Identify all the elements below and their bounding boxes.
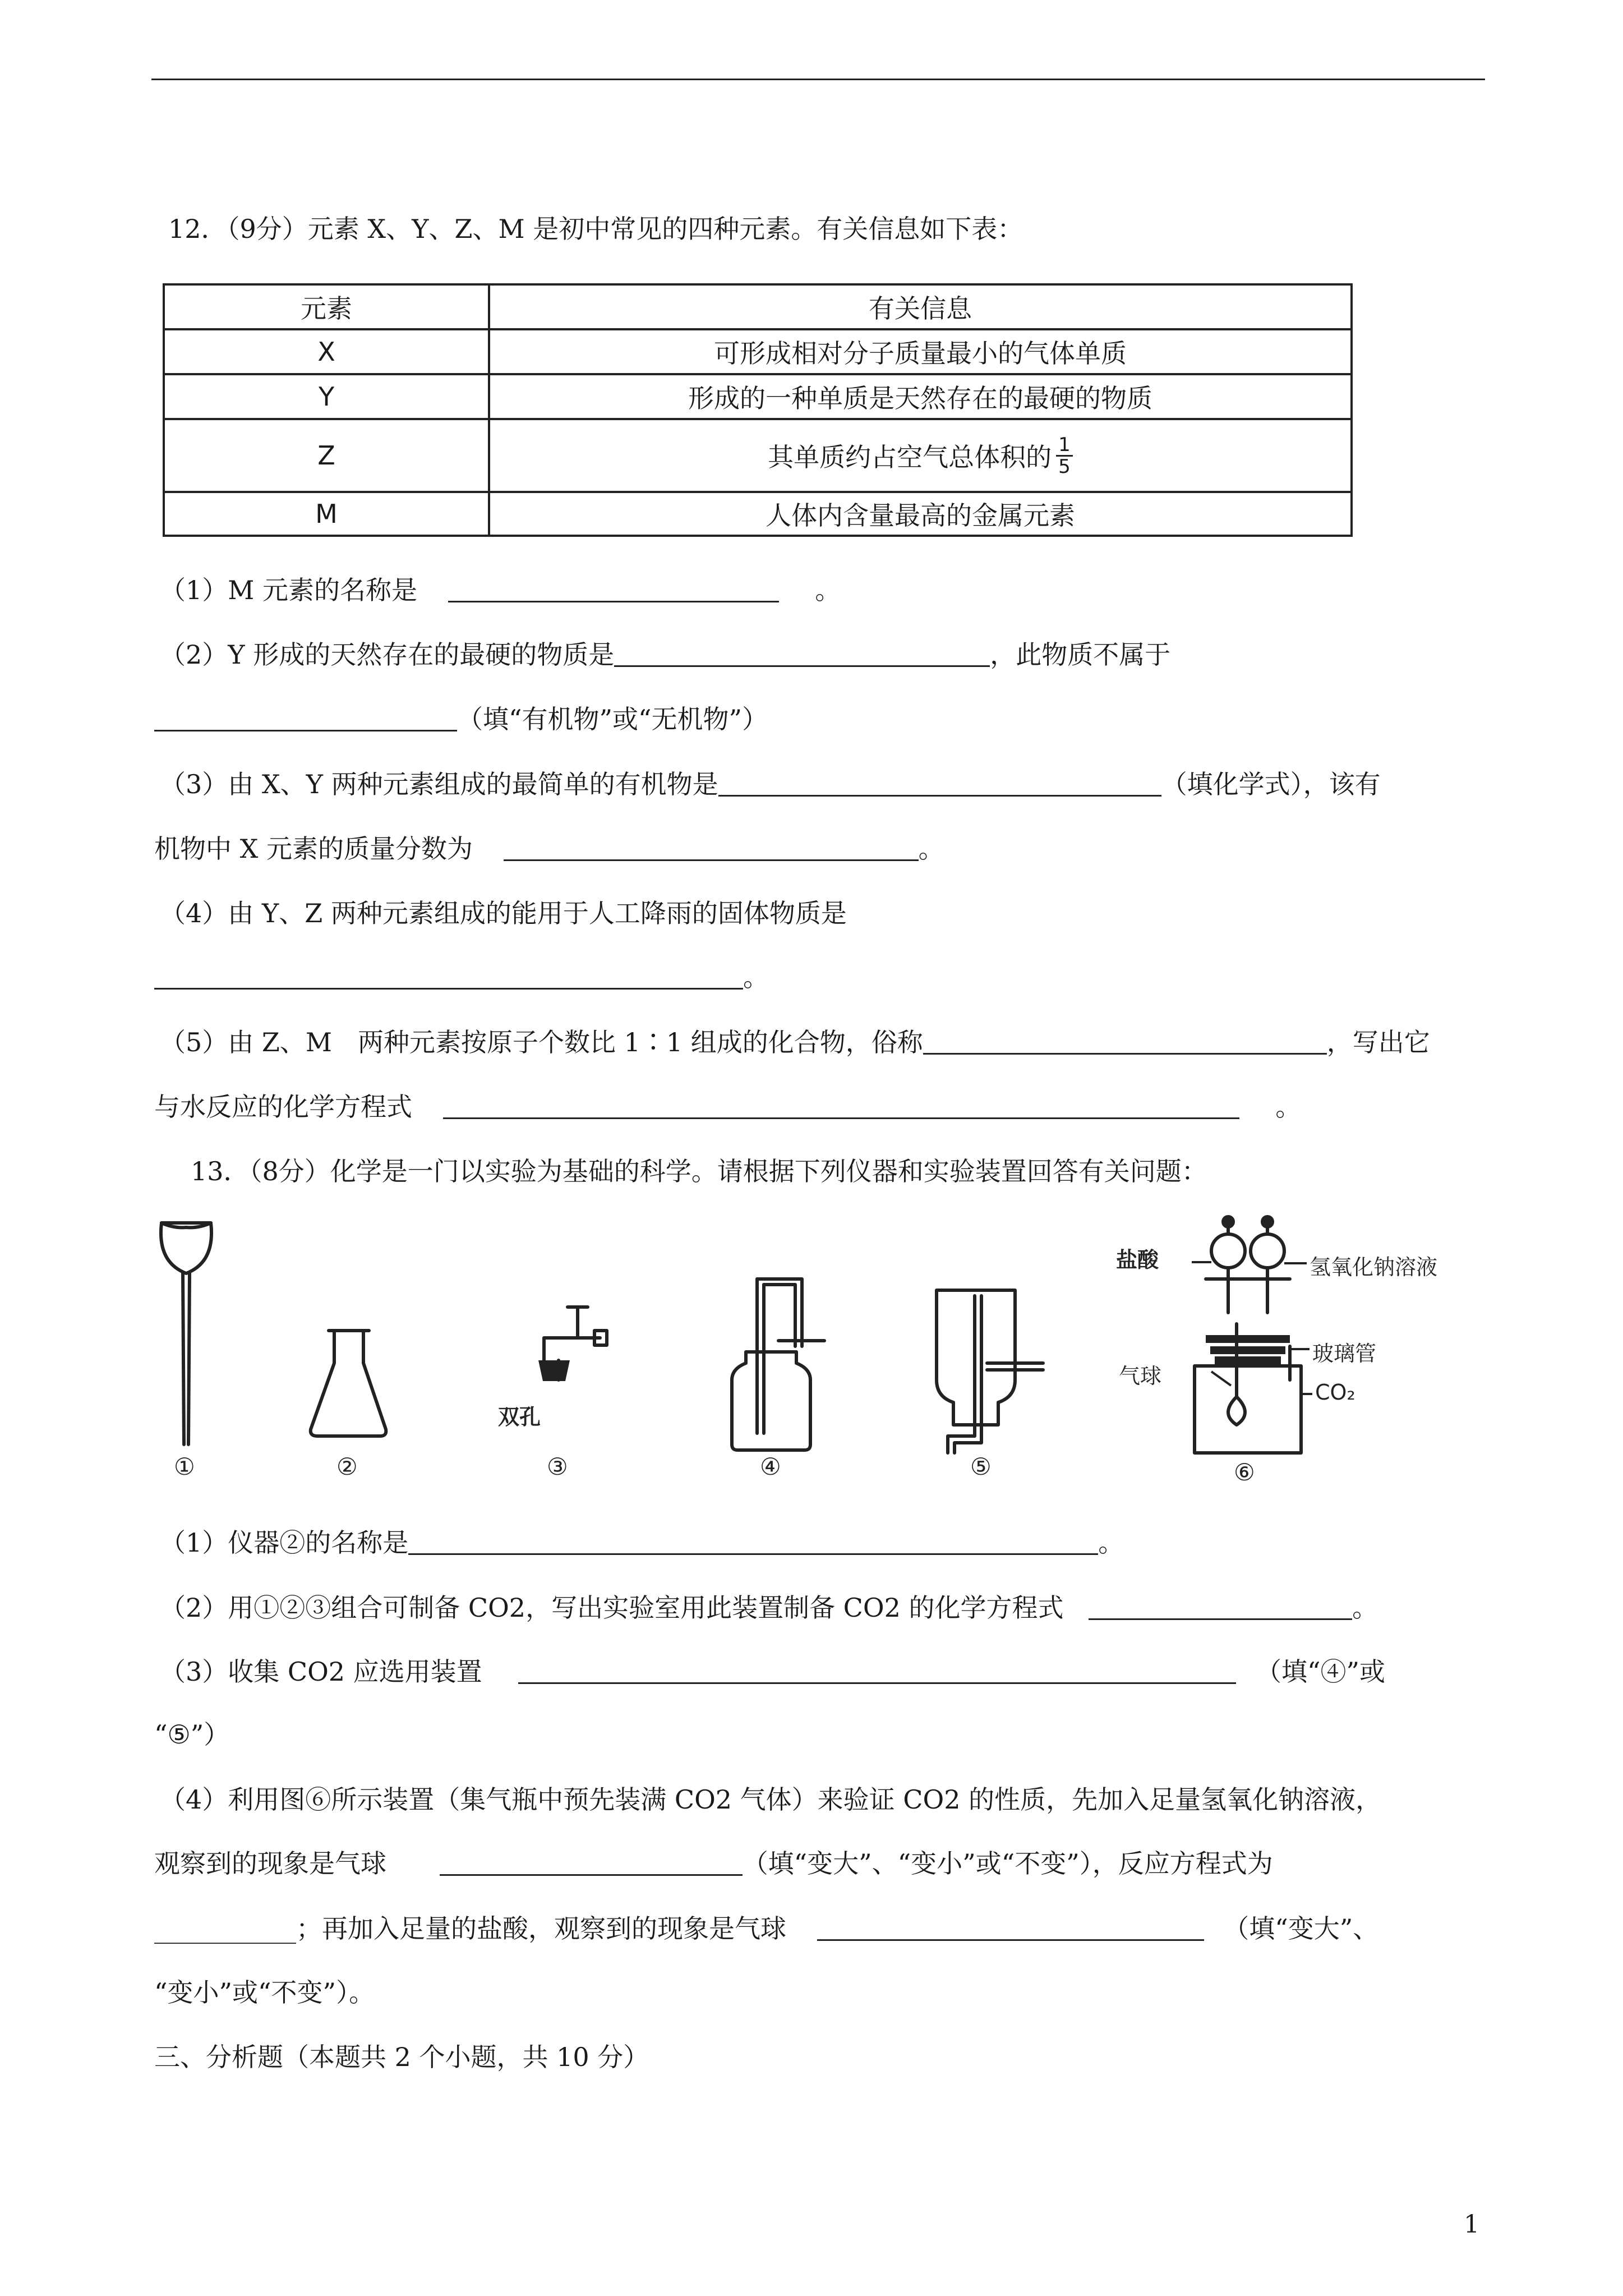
q13-p1-blank[interactable]	[408, 1527, 1098, 1555]
q13-p4-blank1[interactable]	[440, 1848, 743, 1876]
q12-part3	[160, 767, 1381, 801]
q13-p2-text: （2）用①②③组合可制备 CO2，写出实验室用此装置制备 CO2 的化学方程式	[160, 1593, 1064, 1623]
gas-bottle-5-icon	[937, 1290, 1043, 1453]
label-two-hole: 双孔	[498, 1405, 541, 1429]
q13-p1-text: （1）仪器②的名称是	[160, 1527, 409, 1558]
header-element: 元素	[301, 293, 352, 324]
q12-p5-end: 。	[1275, 1092, 1302, 1122]
stopper-band-2-icon	[1210, 1346, 1285, 1354]
table-row	[165, 418, 1350, 491]
q12-p5-text2: ，写出它	[1326, 1027, 1430, 1057]
q12-p3-end: 。	[918, 834, 944, 864]
q12-p1-text: （1）M 元素的名称是	[160, 575, 417, 605]
rubber-stopper-icon	[538, 1360, 570, 1381]
header-rule	[151, 79, 1485, 80]
q12-p2-text2: ，此物质不属于	[990, 639, 1171, 670]
conical-flask-icon	[311, 1331, 386, 1436]
label-naoh-solution: 氢氧化钠溶液	[1310, 1255, 1438, 1280]
q12-p3-text3: 机物中 X 元素的质量分数为	[154, 834, 473, 864]
element-info-table	[163, 283, 1353, 537]
figure-number-1: ①	[174, 1453, 195, 1480]
stopper-band-1-icon	[1206, 1335, 1290, 1343]
q12-p3-blank2[interactable]	[504, 834, 919, 861]
q12-part5	[160, 1025, 1430, 1059]
funnel-knob-left-icon	[1221, 1215, 1235, 1228]
pointer-balloon	[1211, 1372, 1231, 1386]
gas-bottle-4-icon	[732, 1279, 824, 1450]
table-row	[165, 373, 1350, 418]
label-co2: CO₂	[1315, 1380, 1355, 1405]
funnel-knob-right-icon	[1261, 1215, 1274, 1228]
q13-p4-text3: （填“变大”、“变小”或“不变”），反应方程式为	[742, 1848, 1273, 1879]
q13-p3-text: （3）收集 CO2 应选用装置	[160, 1657, 482, 1687]
long-neck-funnel-icon	[161, 1223, 211, 1444]
q12-p2-text3: （填“有机物”或“无机物”）	[457, 704, 768, 734]
cell-element: Z	[317, 440, 335, 471]
q12-p2-blank1[interactable]	[614, 639, 990, 667]
table-row	[165, 328, 1350, 373]
cell-info-text: 其单质约占空气总体积的	[768, 442, 1052, 472]
q13-part1	[160, 1526, 1124, 1559]
cell-element: Y	[318, 381, 335, 412]
cell-info: 可形成相对分子质量最小的气体单质	[714, 338, 1127, 369]
header-info: 有关信息	[869, 293, 972, 324]
table-row	[165, 491, 1350, 535]
figure-number-3: ③	[547, 1453, 568, 1480]
q12-part1	[160, 573, 841, 607]
q12-p5-text3: 与水反应的化学方程式	[154, 1092, 412, 1122]
q13-p2-end: 。	[1352, 1593, 1378, 1623]
section-3-heading: 三、分析题（本题共 2 个小题，共 10 分）	[154, 2042, 649, 2072]
q12-p1-end: 。	[815, 575, 841, 605]
q12-p3-blank1[interactable]	[718, 769, 1161, 797]
figure-number-4: ④	[760, 1453, 781, 1480]
q13-p3-blank[interactable]	[518, 1657, 1236, 1684]
figure-number-5: ⑤	[970, 1453, 992, 1480]
q13-p3-text2: （填“④”或	[1255, 1657, 1385, 1687]
q13-p4-blank2[interactable]: ___________	[154, 1913, 296, 1944]
q12-p3-text2: （填化学式），该有	[1161, 769, 1381, 799]
q13-part4: （4）利用图⑥所示装置（集气瓶中预先装满 CO2 气体）来验证 CO2 的性质，先加入足量氢氧化钠溶液，	[160, 1784, 1382, 1815]
q12-part2-cont	[154, 702, 768, 736]
q12-part2	[160, 638, 1170, 671]
fraction-numerator: 1	[1056, 435, 1073, 457]
q12-p5-blank2[interactable]	[443, 1092, 1239, 1119]
cell-element: M	[315, 499, 338, 529]
q13-part4-line4: “变小”或“不变”）。	[154, 1977, 375, 2008]
q13-part2	[160, 1591, 1378, 1625]
table-header-row	[165, 286, 1350, 328]
label-glass-tube: 玻璃管	[1312, 1341, 1377, 1366]
q12-p3-text: （3）由 X、Y 两种元素组成的最简单的有机物是	[160, 769, 718, 799]
q12-p2-text: （2）Y 形成的天然存在的最硬的物质是	[160, 639, 615, 670]
stopper-band-3-icon	[1215, 1356, 1281, 1364]
label-hydrochloric-acid: 盐酸	[1116, 1248, 1159, 1272]
q12-p4-end: 。	[743, 962, 769, 992]
q12-heading: 12．（9分）元素 X、Y、Z、M 是初中常见的四种元素。有关信息如下表：	[168, 214, 1023, 244]
q13-p4-text4: ；再加入足量的盐酸，观察到的现象是气球	[296, 1913, 786, 1944]
figure-number-6: ⑥	[1234, 1458, 1255, 1486]
label-balloon: 气球	[1119, 1364, 1162, 1388]
q12-p1-blank[interactable]	[448, 575, 779, 602]
q12-p5-text: （5）由 Z、M 两种元素按原子个数比 1∶1 组成的化合物，俗称	[160, 1027, 923, 1057]
cell-element: X	[317, 337, 335, 367]
q13-part4-line2	[154, 1847, 1273, 1880]
q12-part4-cont	[154, 960, 769, 994]
q13-part3	[160, 1655, 1385, 1688]
cell-info: 形成的一种单质是天然存在的最硬的物质	[688, 383, 1152, 413]
q13-part3-cont: “⑤”）	[154, 1719, 230, 1750]
apparatus-figure	[151, 1212, 1514, 1492]
q12-p4-blank[interactable]	[154, 962, 743, 990]
q13-p1-end: 。	[1098, 1527, 1124, 1558]
fraction-denominator: 5	[1058, 455, 1071, 478]
figure-number-2: ②	[336, 1453, 358, 1480]
cell-info	[490, 420, 1350, 491]
q12-p2-blank2[interactable]	[154, 704, 457, 731]
q13-p4-text2: 观察到的现象是气球	[154, 1848, 386, 1879]
q12-p5-blank1[interactable]	[923, 1027, 1327, 1055]
q12-part5-cont	[154, 1090, 1301, 1124]
q13-heading: 13．（8分）化学是一门以实验为基础的科学。请根据下列仪器和实验装置回答有关问题：	[191, 1156, 1207, 1186]
q13-part4-line3	[154, 1912, 1378, 1945]
q13-p4-text5: （填“变大”、	[1223, 1913, 1379, 1944]
q13-p4-blank3[interactable]	[817, 1913, 1204, 1941]
q12-part3-cont	[154, 832, 944, 866]
q12-part4: （4）由 Y、Z 两种元素组成的能用于人工降雨的固体物质是	[160, 898, 847, 928]
cell-info: 人体内含量最高的金属元素	[766, 500, 1075, 531]
fraction-one-fifth	[1056, 435, 1073, 477]
page-number: 1	[1464, 2210, 1479, 2239]
q13-p2-blank[interactable]	[1089, 1593, 1352, 1620]
